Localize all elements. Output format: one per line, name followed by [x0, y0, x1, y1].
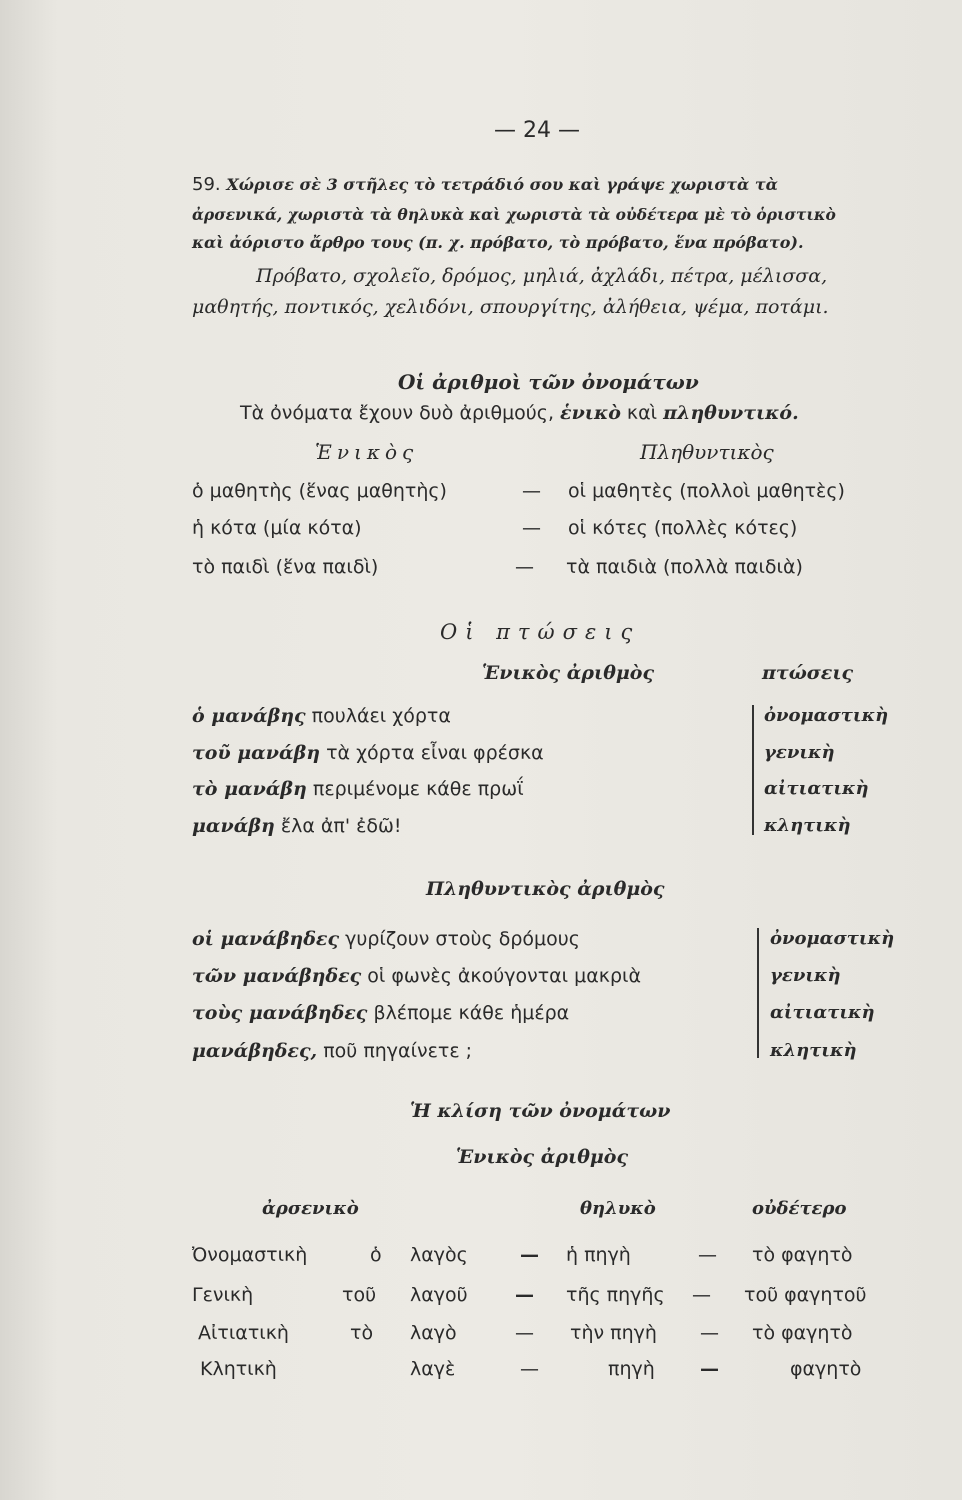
example-rest: ἔλα ἀπ' ἐδῶ! — [280, 815, 402, 837]
decl-case-3: Αἰτιατικὴ — [198, 1322, 289, 1344]
decl-masc-4: λαγὲ — [410, 1358, 456, 1380]
numbers-row-2-dash: — — [522, 517, 541, 539]
decl-dash-2a: — — [515, 1284, 534, 1306]
decl-neut-1: τὸ φαγητὸ — [752, 1244, 853, 1266]
example-noun: ὁ μανάβης — [192, 705, 306, 727]
decl-case-1: Ὀνομαστικὴ — [192, 1244, 308, 1266]
decl-article-1: ὁ — [370, 1244, 382, 1266]
neuter-header: οὐδέτερο — [752, 1198, 847, 1219]
masculine-header: ἀρσενικὸ — [262, 1198, 359, 1219]
numbers-heading: Οἱ ἀριθμοὶ τῶν ὀνομάτων — [398, 370, 699, 394]
plural-example-3 — [192, 1002, 569, 1024]
numbers-row-2-plural: οἱ κότες (πολλὲς κότες) — [568, 517, 798, 539]
decl-masc-1: λαγὸς — [410, 1244, 468, 1266]
decl-dash-3a: — — [515, 1322, 534, 1344]
singular-example-1 — [192, 705, 451, 727]
decl-dash-4a: — — [520, 1358, 539, 1380]
example-rest: βλέπομε κάθε ἡμέρα — [373, 1002, 570, 1024]
numbers-row-3-plural: τὰ παιδιὰ (πολλὰ παιδιὰ) — [566, 556, 803, 578]
singular-example-2 — [192, 742, 544, 764]
example-noun: τὸ μανάβη — [192, 778, 307, 800]
decl-neut-4: φαγητὸ — [790, 1358, 862, 1380]
exercise-number: 59. — [192, 174, 221, 195]
plural-case-name-4: κλητικὴ — [770, 1040, 857, 1061]
decl-dash-1a: — — [520, 1244, 539, 1266]
numbers-row-1-plural: οἱ μαθητὲς (πολλοὶ μαθητὲς) — [568, 480, 845, 502]
case-divider-line — [752, 705, 754, 835]
numbers-intro-plural: πληθυντικό. — [663, 402, 799, 424]
example-noun: τοὺς μανάβηδες — [192, 1002, 368, 1024]
decl-fem-2: τῆς πηγῆς — [566, 1284, 665, 1306]
singular-column-header: Ἑνικὸς — [315, 440, 419, 464]
decl-case-2: Γενικὴ — [192, 1284, 254, 1306]
cases-singular-heading: Ἑνικὸς ἀριθμὸς — [482, 662, 655, 684]
plural-case-name-1: ὀνομαστικὴ — [770, 928, 895, 949]
numbers-row-3-dash: — — [515, 556, 534, 578]
numbers-intro — [240, 402, 799, 424]
decl-masc-3: λαγὸ — [410, 1322, 457, 1344]
decl-fem-1: ἡ πηγὴ — [566, 1244, 631, 1266]
example-rest: οἱ φωνὲς ἀκούγονται μακριὰ — [367, 965, 641, 987]
plural-column-header: Πληθυντικὸς — [640, 440, 774, 464]
numbers-intro-singular: ἑνικὸ — [560, 402, 621, 424]
numbers-intro-text: Τὰ ὀνόματα ἔχουν δυὸ ἀριθμούς, — [240, 402, 554, 424]
singular-example-3 — [192, 778, 524, 800]
exercise-instruction-3: καὶ ἀόριστο ἄρθρο τους (π. χ. πρόβατο, τὸ πρόβατο, ἕνα πρόβατο). — [192, 233, 804, 252]
example-rest: γυρίζουν στοὺς δρόμους — [345, 928, 580, 950]
example-noun: μανάβηδες, — [192, 1040, 318, 1062]
example-rest: ποῦ πηγαίνετε ; — [323, 1040, 473, 1062]
exercise-instruction-1: Χώρισε σὲ 3 στῆλες τὸ τετράδιό σου καὶ γράψε χωριστὰ τὰ — [226, 175, 778, 194]
decl-fem-4: πηγὴ — [608, 1358, 655, 1380]
case-name-2: γενικὴ — [764, 742, 835, 763]
decl-article-2: τοῦ — [342, 1284, 377, 1306]
plural-example-1 — [192, 928, 580, 950]
example-rest: περιμένομε κάθε πρωΐ — [312, 778, 524, 800]
example-noun: τοῦ μανάβη — [192, 742, 321, 764]
declension-subheading: Ἑνικὸς ἀριθμὸς — [456, 1146, 629, 1168]
cases-label: πτώσεις — [762, 662, 854, 684]
example-noun: οἱ μανάβηδες — [192, 928, 340, 950]
numbers-row-1-singular: ὁ μαθητὴς (ἕνας μαθητὴς) — [192, 480, 447, 502]
singular-example-4 — [192, 815, 402, 837]
cases-plural-heading: Πληθυντικὸς ἀριθμὸς — [426, 878, 665, 900]
example-noun: μανάβη — [192, 815, 275, 837]
decl-neut-3: τὸ φαγητὸ — [752, 1322, 853, 1344]
page-number: — 24 — — [494, 118, 580, 143]
numbers-row-3-singular: τὸ παιδὶ (ἕνα παιδὶ) — [192, 556, 379, 578]
exercise-line-1 — [192, 174, 778, 195]
plural-example-4 — [192, 1040, 472, 1062]
decl-dash-1b: — — [698, 1244, 717, 1266]
plural-case-name-3: αἰτιατικὴ — [770, 1002, 875, 1023]
plural-example-2 — [192, 965, 641, 987]
decl-case-4: Κλητικὴ — [200, 1358, 277, 1380]
exercise-words-2: μαθητής, ποντικός, χελιδόνι, σπουργίτης, ἀλήθεια, ψέμα, ποτάμι. — [192, 296, 829, 318]
case-name-4: κλητικὴ — [764, 815, 851, 836]
case-name-1: ὀνομαστικὴ — [764, 705, 889, 726]
decl-masc-2: λαγοῦ — [410, 1284, 468, 1306]
declension-heading: Ἡ κλίση τῶν ὀνομάτων — [410, 1100, 671, 1122]
numbers-row-1-dash: — — [522, 480, 541, 502]
decl-fem-3: τὴν πηγὴ — [570, 1322, 657, 1344]
example-rest: τὰ χόρτα εἶναι φρέσκα — [326, 742, 544, 764]
decl-article-3: τὸ — [350, 1322, 374, 1344]
exercise-instruction-2: ἀρσενικά, χωριστὰ τὰ θηλυκὰ καὶ χωριστὰ τὰ οὐδέτερα μὲ τὸ ὁριστικὸ — [192, 205, 836, 224]
numbers-intro-and: καὶ — [626, 402, 658, 424]
case-name-3: αἰτιατικὴ — [764, 778, 869, 799]
feminine-header: θηλυκὸ — [580, 1198, 656, 1219]
plural-case-name-2: γενικὴ — [770, 965, 841, 986]
example-rest: πουλάει χόρτα — [311, 705, 451, 727]
decl-neut-2: τοῦ φαγητοῦ — [744, 1284, 867, 1306]
exercise-words-1: Πρόβατο, σχολεῖο, δρόμος, μηλιά, ἀχλάδι, πέτρα, μέλισσα, — [256, 265, 828, 287]
decl-dash-2b: — — [692, 1284, 711, 1306]
case-divider-line — [757, 928, 759, 1058]
numbers-row-2-singular: ἡ κότα (μία κότα) — [192, 517, 362, 539]
decl-dash-4b: — — [700, 1358, 719, 1380]
decl-dash-3b: — — [700, 1322, 719, 1344]
cases-heading: Οἱ πτώσεις — [440, 620, 641, 644]
example-noun: τῶν μανάβηδες — [192, 965, 362, 987]
